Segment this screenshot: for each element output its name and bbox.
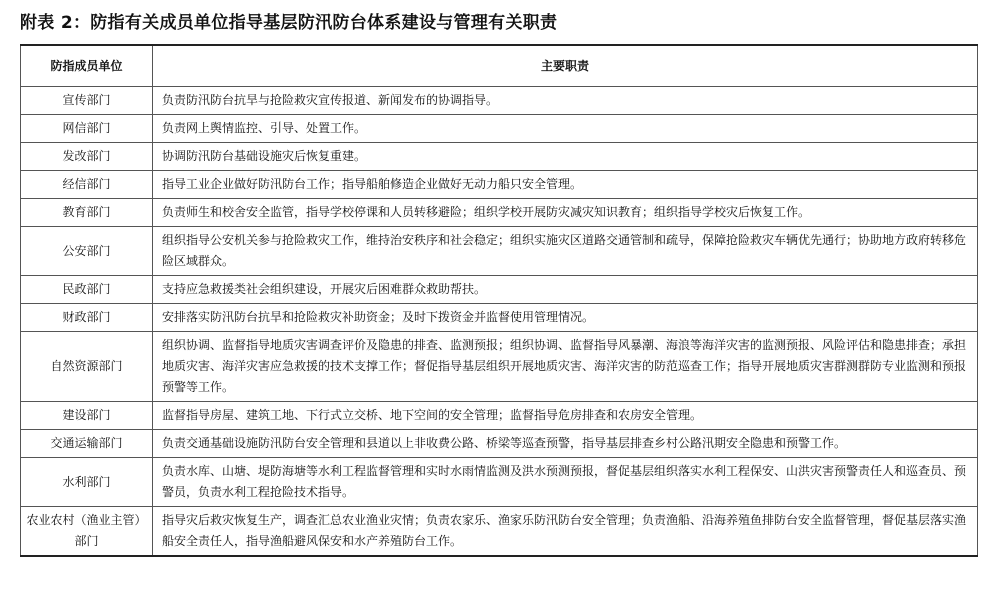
table-header-row [21, 45, 978, 87]
duty-cell: 负责交通基础设施防汛防台安全管理和县道以上非收费公路、桥梁等巡查预警，指导基层排查乡村公路汛期安全隐患和预警工作。 [153, 430, 978, 458]
table-row [21, 304, 978, 332]
table-row [21, 227, 978, 276]
dept-cell: 民政部门 [21, 276, 153, 304]
dept-cell: 宣传部门 [21, 87, 153, 115]
duty-cell: 指导灾后救灾恢复生产，调查汇总农业渔业灾情；负责农家乐、渔家乐防汛防台安全管理；负责渔船、沿海养殖鱼排防台安全监督管理，督促基层落实渔船安全责任人，指导渔船避风保安和水产养殖防台工作。 [153, 507, 978, 557]
duty-cell: 协调防汛防台基础设施灾后恢复重建。 [153, 143, 978, 171]
table-row [21, 332, 978, 402]
dept-cell: 财政部门 [21, 304, 153, 332]
table-row [21, 402, 978, 430]
dept-cell: 网信部门 [21, 115, 153, 143]
table-row [21, 458, 978, 507]
duty-cell: 负责水库、山塘、堤防海塘等水利工程监督管理和实时水雨情监测及洪水预测预报，督促基层组织落实水利工程保安、山洪灾害预警责任人和巡查员、预警员，负责水利工程抢险技术指导。 [153, 458, 978, 507]
duty-cell: 负责师生和校舍安全监管，指导学校停课和人员转移避险；组织学校开展防灾减灾知识教育；组织指导学校灾后恢复工作。 [153, 199, 978, 227]
duty-cell: 监督指导房屋、建筑工地、下行式立交桥、地下空间的安全管理；监督指导危房排查和农房安全管理。 [153, 402, 978, 430]
table-row [21, 199, 978, 227]
duty-cell: 支持应急救援类社会组织建设，开展灾后困难群众救助帮扶。 [153, 276, 978, 304]
table-row [21, 276, 978, 304]
table-row [21, 171, 978, 199]
duty-cell: 安排落实防汛防台抗旱和抢险救灾补助资金；及时下拨资金并监督使用管理情况。 [153, 304, 978, 332]
dept-cell: 农业农村（渔业主管）部门 [21, 507, 153, 557]
duty-cell: 负责网上舆情监控、引导、处置工作。 [153, 115, 978, 143]
dept-cell: 建设部门 [21, 402, 153, 430]
duty-cell: 组织协调、监督指导地质灾害调查评价及隐患的排查、监测预报；组织协调、监督指导风暴潮、海浪等海洋灾害的监测预报、风险评估和隐患排查；承担地质灾害、海洋灾害应急救援的技术支撑工作；督促指导基层组织开展地质灾害、海洋灾害的防范巡查工作；指导开展地质灾害群测群防专业监测和预报预警等工作。 [153, 332, 978, 402]
table-row [21, 87, 978, 115]
dept-cell: 交通运输部门 [21, 430, 153, 458]
column-header-duty: 主要职责 [153, 45, 978, 87]
duty-cell: 指导工业企业做好防汛防台工作；指导船舶修造企业做好无动力船只安全管理。 [153, 171, 978, 199]
duty-cell: 负责防汛防台抗旱与抢险救灾宣传报道、新闻发布的协调指导。 [153, 87, 978, 115]
duty-table [20, 44, 978, 557]
page-title: 附表 2：防指有关成员单位指导基层防汛防台体系建设与管理有关职责 [20, 13, 558, 33]
dept-cell: 发改部门 [21, 143, 153, 171]
dept-cell: 自然资源部门 [21, 332, 153, 402]
dept-cell: 水利部门 [21, 458, 153, 507]
duty-cell: 组织指导公安机关参与抢险救灾工作，维持治安秩序和社会稳定；组织实施灾区道路交通管制和疏导，保障抢险救灾车辆优先通行；协助地方政府转移危险区域群众。 [153, 227, 978, 276]
table-row [21, 430, 978, 458]
table-row [21, 115, 978, 143]
dept-cell: 公安部门 [21, 227, 153, 276]
table-row [21, 143, 978, 171]
column-header-dept: 防指成员单位 [21, 45, 153, 87]
dept-cell: 教育部门 [21, 199, 153, 227]
table-row [21, 507, 978, 557]
dept-cell: 经信部门 [21, 171, 153, 199]
